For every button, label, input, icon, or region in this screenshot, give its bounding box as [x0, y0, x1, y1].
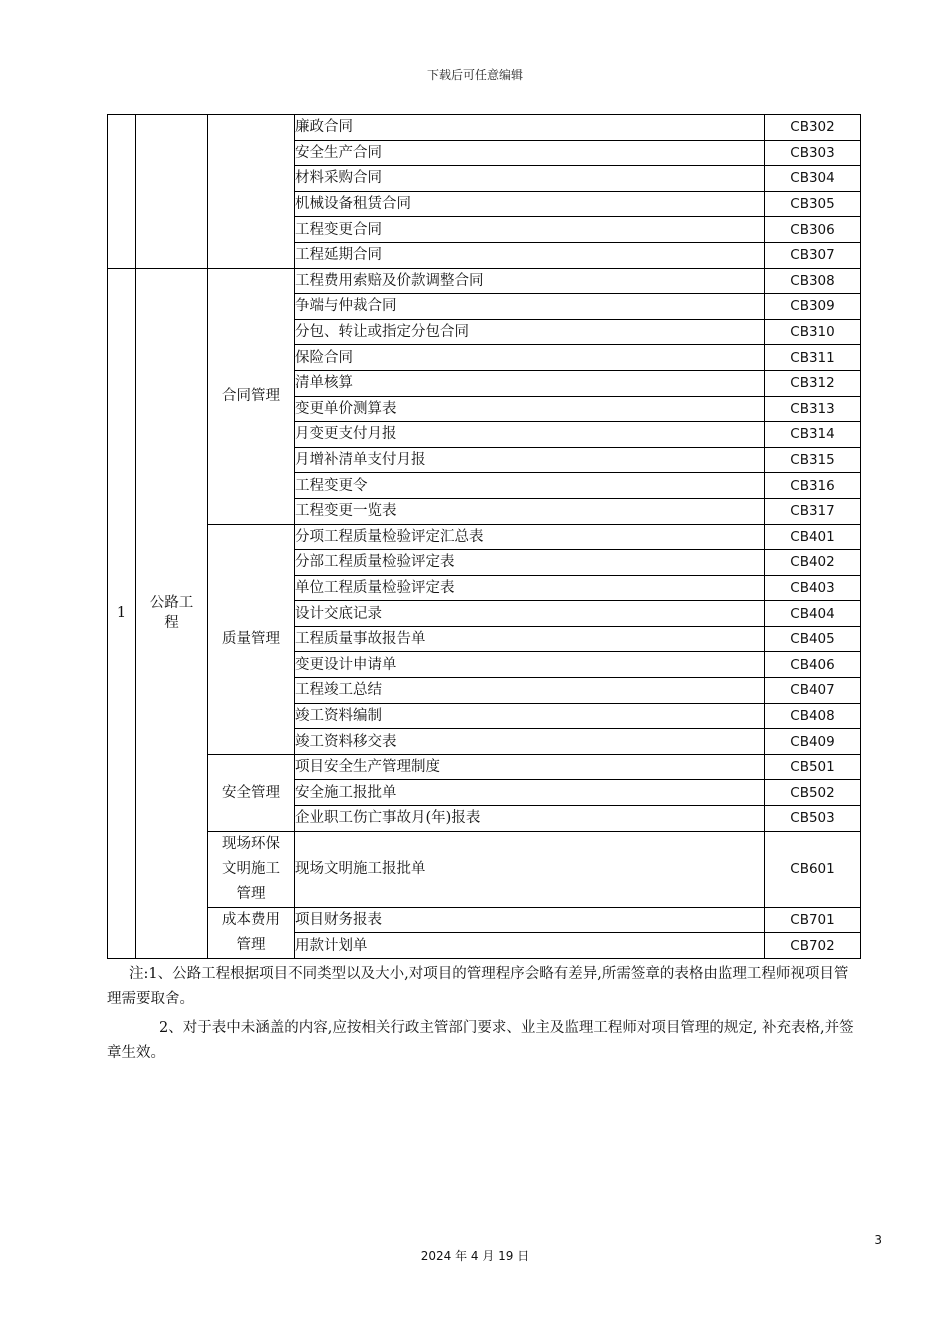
- project-name: 公路工程: [149, 595, 194, 632]
- table-row: [108, 831, 861, 907]
- form-code: CB310: [765, 319, 861, 345]
- form-name: 分包、转让或指定分包合同: [295, 319, 765, 345]
- form-code: CB408: [765, 703, 861, 729]
- form-code: CB307: [765, 242, 861, 268]
- form-name: 项目财务报表: [295, 907, 765, 933]
- form-name: 清单核算: [295, 370, 765, 396]
- form-name: 争端与仲裁合同: [295, 294, 765, 320]
- form-name: 材料采购合同: [295, 166, 765, 192]
- form-code: CB315: [765, 447, 861, 473]
- form-name: 廉政合同: [295, 115, 765, 141]
- form-code: CB404: [765, 601, 861, 627]
- form-code: CB601: [765, 831, 861, 907]
- form-name: 分部工程质量检验评定表: [295, 550, 765, 576]
- note-1: 注:1、公路工程根据项目不同类型以及大小,对项目的管理程序会略有差异,所需签章的表格由监理工程师视项目管理需要取舍。: [107, 966, 849, 1007]
- table-row: [108, 115, 861, 141]
- form-name: 保险合同: [295, 345, 765, 371]
- form-code: CB401: [765, 524, 861, 550]
- form-name: 现场文明施工报批单: [295, 831, 765, 907]
- form-code: CB702: [765, 933, 861, 959]
- form-code: CB503: [765, 806, 861, 832]
- form-name: 分项工程质量检验评定汇总表: [295, 524, 765, 550]
- form-code: CB403: [765, 575, 861, 601]
- form-name: 工程变更令: [295, 473, 765, 499]
- form-name: 工程费用索赔及价款调整合同: [295, 268, 765, 294]
- form-name: 单位工程质量检验评定表: [295, 575, 765, 601]
- note-2: 2、对于表中未涵盖的内容,应按相关行政主管部门要求、业主及监理工程师对项目管理的规定, 补充表格,并签章生效。: [107, 1020, 854, 1061]
- row-number-cell-continued: [108, 115, 136, 269]
- category-cost-label: 成本费用管理: [222, 911, 280, 953]
- category-cell-continued: [208, 115, 295, 269]
- table-row: [108, 907, 861, 933]
- form-index-table: [107, 114, 861, 959]
- page-footer-date: 2024 年 4 月 19 日: [420, 1249, 530, 1263]
- category-safety: 安全管理: [208, 754, 295, 831]
- table-row: [108, 268, 861, 294]
- form-name: 工程竣工总结: [295, 678, 765, 704]
- form-code: CB501: [765, 754, 861, 780]
- form-code: CB701: [765, 907, 861, 933]
- form-name: 工程变更一览表: [295, 498, 765, 524]
- page-number: 3: [874, 1233, 882, 1247]
- table-row: [108, 524, 861, 550]
- category-env-label: 现场环保文明施工管理: [222, 835, 280, 902]
- form-name: 竣工资料编制: [295, 703, 765, 729]
- form-name: 工程变更合同: [295, 217, 765, 243]
- form-name: 月变更支付月报: [295, 422, 765, 448]
- page-header: 下载后可任意编辑: [426, 68, 523, 82]
- form-code: CB308: [765, 268, 861, 294]
- form-name: 变更设计申请单: [295, 652, 765, 678]
- form-code: CB502: [765, 780, 861, 806]
- category-cost: [208, 907, 295, 958]
- project-cell-continued: [136, 115, 208, 269]
- form-name: 竣工资料移交表: [295, 729, 765, 755]
- form-code: CB312: [765, 370, 861, 396]
- form-name: 机械设备租赁合同: [295, 191, 765, 217]
- form-name: 项目安全生产管理制度: [295, 754, 765, 780]
- notes-section: [107, 962, 860, 1066]
- category-contract: 合同管理: [208, 268, 295, 524]
- form-name: 变更单价测算表: [295, 396, 765, 422]
- form-name: 工程质量事故报告单: [295, 626, 765, 652]
- category-quality: 质量管理: [208, 524, 295, 754]
- form-name: 工程延期合同: [295, 242, 765, 268]
- form-name: 月增补清单支付月报: [295, 447, 765, 473]
- form-code: CB305: [765, 191, 861, 217]
- form-code: CB405: [765, 626, 861, 652]
- form-name: 设计交底记录: [295, 601, 765, 627]
- form-code: CB304: [765, 166, 861, 192]
- category-env: [208, 831, 295, 907]
- form-code: CB406: [765, 652, 861, 678]
- form-code: CB309: [765, 294, 861, 320]
- table-row: [108, 754, 861, 780]
- project-cell: [136, 268, 208, 958]
- form-code: CB306: [765, 217, 861, 243]
- form-code: CB317: [765, 498, 861, 524]
- row-number-cell: 1: [108, 268, 136, 958]
- form-code: CB302: [765, 115, 861, 141]
- form-name: 企业职工伤亡事故月(年)报表: [295, 806, 765, 832]
- form-name: 用款计划单: [295, 933, 765, 959]
- form-code: CB311: [765, 345, 861, 371]
- form-name: 安全生产合同: [295, 140, 765, 166]
- form-name: 安全施工报批单: [295, 780, 765, 806]
- form-code: CB407: [765, 678, 861, 704]
- form-code: CB316: [765, 473, 861, 499]
- form-code: CB314: [765, 422, 861, 448]
- form-code: CB409: [765, 729, 861, 755]
- form-code: CB313: [765, 396, 861, 422]
- form-code: CB402: [765, 550, 861, 576]
- form-code: CB303: [765, 140, 861, 166]
